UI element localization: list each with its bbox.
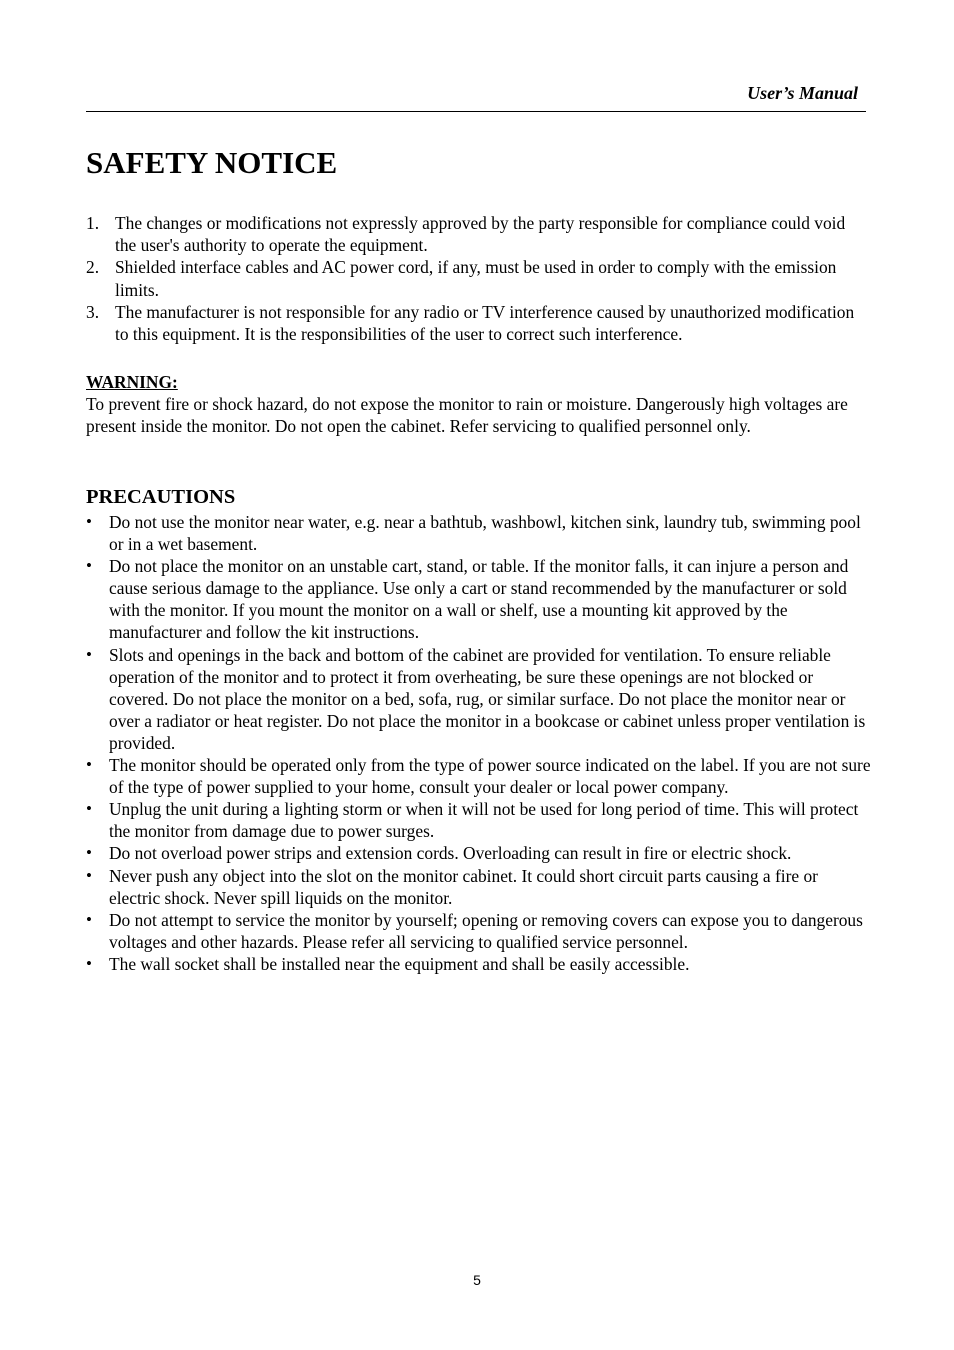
list-item-text: Shielded interface cables and AC power cord, if any, must be used in order to comply with the emission limits. xyxy=(115,257,837,300)
list-item-text: Slots and openings in the back and bottom of the cabinet are provided for ventilation. To ensure reliable operation of the monitor and to protect it from overheating, be sure these openings are not blocked or covered. Do not place the monitor on a bed, sofa, rug, or similar surface. Do not place the monitor near or over a radiator or heat register. Do not place the monitor in a bookcase or cabinet unless proper ventilation is provided. xyxy=(109,644,866,753)
list-item xyxy=(86,865,871,909)
list-item xyxy=(86,953,871,975)
list-item-number: 1. xyxy=(86,213,100,233)
list-item xyxy=(86,555,871,643)
list-item-text: The monitor should be operated only from the type of power source indicated on the label. If you are not sure of the type of power supplied to your home, consult your dealer or local power company. xyxy=(109,755,871,798)
bullet-icon: • xyxy=(86,865,92,885)
list-item xyxy=(86,754,871,798)
bullet-icon: • xyxy=(86,556,92,576)
bullet-icon: • xyxy=(86,644,92,664)
list-item-text: The manufacturer is not responsible for any radio or TV interference caused by unauthorized modification to this equipment. It is the responsibilities of the user to correct such interference. xyxy=(115,301,855,345)
list-item-text: The wall socket shall be installed near the equipment and shall be easily accessible. xyxy=(109,953,690,974)
header-divider xyxy=(86,111,866,112)
list-item-text: The changes or modifications not expressly approved by the party responsible for compliance could void the user's authority to operate the equipment. xyxy=(115,213,846,256)
list-item xyxy=(86,798,871,842)
list-item-number: 3. xyxy=(86,301,100,322)
list-item-text: Do not place the monitor on an unstable cart, stand, or table. If the monitor falls, it can injure a person and cause serious damage to the appliance. Use only a cart or stand recommended by the manufacturer or sold with the monitor. If you mount the monitor on a wall or shelf, use a mounting kit approved by the manufacturer and follow the kit instructions. xyxy=(109,556,849,643)
list-item xyxy=(86,301,866,345)
bullet-icon: • xyxy=(86,799,92,819)
precautions-list xyxy=(86,511,871,975)
warning-text: To prevent fire or shock hazard, do not expose the monitor to rain or moisture. Dangerously high voltages are present inside the monitor. Do not open the cabinet. Refer servicing to qualified personnel only. xyxy=(86,394,848,437)
list-item xyxy=(86,212,866,256)
list-item-text: Do not use the monitor near water, e.g. near a bathtub, washbowl, kitchen sink, laundry tub, swimming pool or in a wet basement. xyxy=(109,512,861,555)
list-item xyxy=(86,511,871,555)
safety-notice-list xyxy=(86,212,866,345)
page-title: SAFETY NOTICE xyxy=(86,145,338,180)
warning-label: WARNING: xyxy=(86,372,178,392)
list-item xyxy=(86,909,871,953)
bullet-icon: • xyxy=(86,953,92,973)
bullet-icon: • xyxy=(86,909,92,929)
list-item xyxy=(86,842,871,864)
bullet-icon: • xyxy=(86,755,92,775)
list-item-text: Unplug the unit during a lighting storm or when it will not be used for long period of time. This will protect the monitor from damage due to power surges. xyxy=(109,799,859,842)
list-item-text: Do not attempt to service the monitor by yourself; opening or removing covers can expose you to dangerous voltages and other hazards. Please refer all servicing to qualified service personnel. xyxy=(109,909,863,952)
precautions-heading: PRECAUTIONS xyxy=(86,486,236,508)
page-number: 5 xyxy=(473,1272,481,1288)
list-item xyxy=(86,256,866,300)
list-item-text: Do not overload power strips and extension cords. Overloading can result in fire or electric shock. xyxy=(109,843,792,864)
header-title: User’s Manual xyxy=(747,83,858,103)
list-item-number: 2. xyxy=(86,257,100,278)
list-item xyxy=(86,644,871,754)
bullet-icon: • xyxy=(86,512,92,531)
bullet-icon: • xyxy=(86,843,92,863)
list-item-text: Never push any object into the slot on the monitor cabinet. It could short circuit parts causing a fire or electric shock. Never spill liquids on the monitor. xyxy=(109,865,818,908)
